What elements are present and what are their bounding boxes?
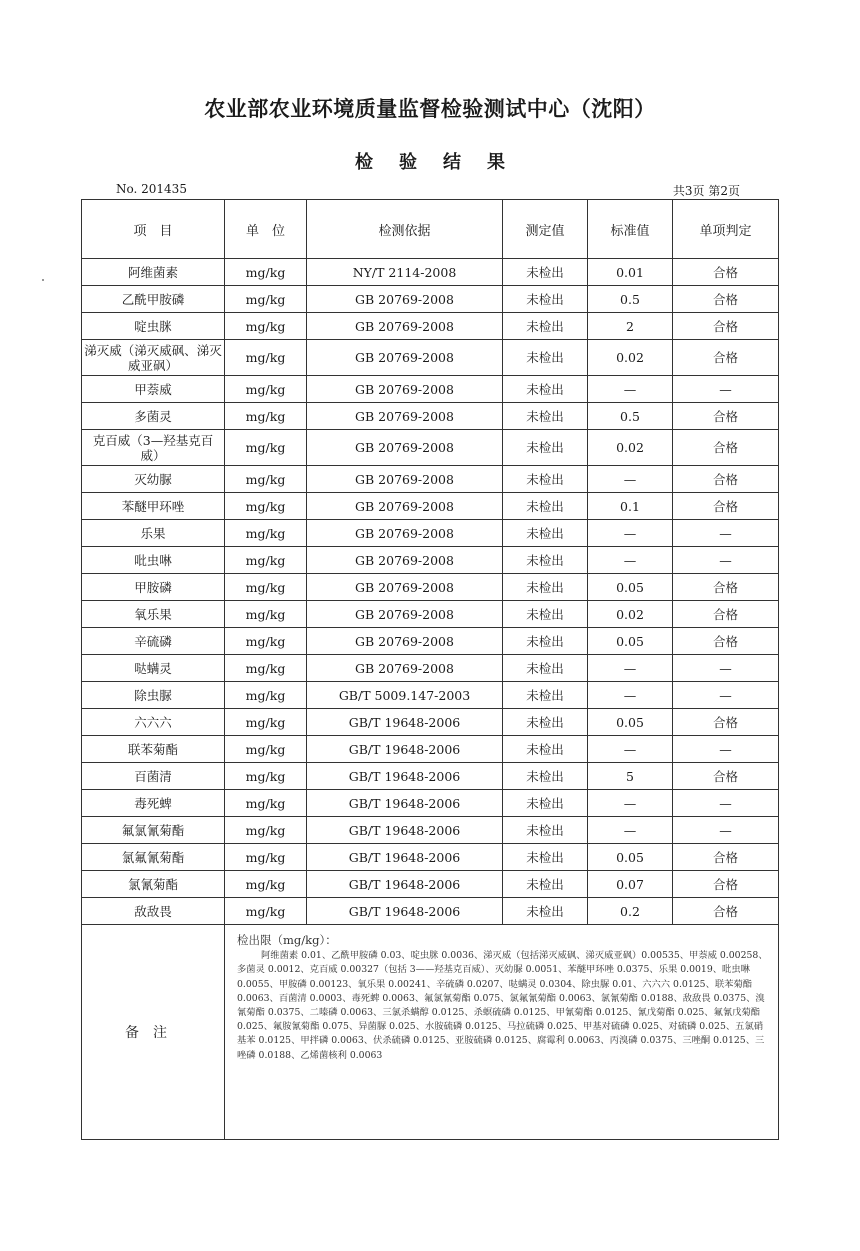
doc-number: No. 201435 [116,182,187,196]
table-row [82,817,779,844]
table-row [82,493,779,520]
item-name-cell: 克百威（3—羟基克百威） [82,430,225,466]
table-row [82,259,779,286]
test-method-cell: GB 20769-2008 [307,601,503,628]
item-name-cell: 百菌清 [82,763,225,790]
verdict-cell: 合格 [673,898,779,925]
results-table [81,199,779,1140]
test-method-cell: GB 20769-2008 [307,520,503,547]
standard-value-cell: 5 [588,763,673,790]
verdict-cell: — [673,655,779,682]
measured-value-cell: 未检出 [503,403,588,430]
measured-value-cell: 未检出 [503,466,588,493]
table-row [82,655,779,682]
unit-cell: mg/kg [225,520,307,547]
measured-value-cell: 未检出 [503,520,588,547]
standard-value-cell: — [588,655,673,682]
unit-cell: mg/kg [225,763,307,790]
standard-value-cell: 0.5 [588,286,673,313]
remarks-row [82,925,779,1140]
item-name-cell: 灭幼脲 [82,466,225,493]
standard-value-cell: — [588,376,673,403]
standard-value-cell: — [588,817,673,844]
item-name-cell: 六六六 [82,709,225,736]
item-name-cell: 啶虫脒 [82,313,225,340]
item-name-cell: 涕灭威（涕灭威砜、涕灭威亚砜） [82,340,225,376]
test-method-cell: GB/T 19648-2006 [307,898,503,925]
table-row [82,898,779,925]
standard-value-cell: 0.07 [588,871,673,898]
measured-value-cell: 未检出 [503,709,588,736]
item-name-cell: 吡虫啉 [82,547,225,574]
unit-cell: mg/kg [225,736,307,763]
standard-value-cell: 0.02 [588,601,673,628]
table-row [82,574,779,601]
verdict-cell: 合格 [673,574,779,601]
unit-cell: mg/kg [225,709,307,736]
standard-value-cell: 0.1 [588,493,673,520]
table-row [82,871,779,898]
table-row [82,466,779,493]
standard-value-cell: 2 [588,313,673,340]
test-method-cell: GB/T 5009.147-2003 [307,682,503,709]
unit-cell: mg/kg [225,403,307,430]
measured-value-cell: 未检出 [503,790,588,817]
table-row [82,340,779,376]
item-name-cell: 氯氰菊酯 [82,871,225,898]
measured-value-cell: 未检出 [503,628,588,655]
verdict-cell: 合格 [673,493,779,520]
unit-cell: mg/kg [225,655,307,682]
test-method-cell: GB 20769-2008 [307,313,503,340]
measured-value-cell: 未检出 [503,736,588,763]
item-name-cell: 多菌灵 [82,403,225,430]
unit-cell: mg/kg [225,682,307,709]
table-row [82,844,779,871]
verdict-cell: 合格 [673,628,779,655]
table-row [82,763,779,790]
table-row [82,736,779,763]
verdict-cell: — [673,547,779,574]
test-method-cell: GB 20769-2008 [307,376,503,403]
measured-value-cell: 未检出 [503,430,588,466]
item-name-cell: 哒螨灵 [82,655,225,682]
remarks-content [225,925,779,1140]
verdict-cell: 合格 [673,259,779,286]
table-body [82,259,779,925]
test-method-cell: GB/T 19648-2006 [307,871,503,898]
item-name-cell: 乙酰甲胺磷 [82,286,225,313]
remarks-heading: 检出限（mg/kg）： [237,933,337,947]
item-name-cell: 辛硫磷 [82,628,225,655]
col-header-standard: 标准值 [588,200,673,259]
table-row [82,628,779,655]
test-method-cell: GB 20769-2008 [307,430,503,466]
standard-value-cell: — [588,682,673,709]
table-row [82,313,779,340]
measured-value-cell: 未检出 [503,547,588,574]
org-title: 农业部农业环境质量监督检验测试中心（沈阳） [204,97,656,121]
scan-dot [42,279,44,281]
verdict-cell: 合格 [673,286,779,313]
test-method-cell: GB/T 19648-2006 [307,817,503,844]
item-name-cell: 苯醚甲环唑 [82,493,225,520]
remarks-label: 备注 [82,925,225,1140]
test-method-cell: GB/T 19648-2006 [307,790,503,817]
standard-value-cell: — [588,466,673,493]
unit-cell: mg/kg [225,817,307,844]
item-name-cell: 毒死蜱 [82,790,225,817]
verdict-cell: 合格 [673,403,779,430]
verdict-cell: 合格 [673,340,779,376]
test-method-cell: GB 20769-2008 [307,547,503,574]
col-header-unit: 单 位 [225,200,307,259]
unit-cell: mg/kg [225,259,307,286]
table-row [82,601,779,628]
unit-cell: mg/kg [225,898,307,925]
standard-value-cell: 0.5 [588,403,673,430]
test-method-cell: GB 20769-2008 [307,628,503,655]
table-row [82,286,779,313]
measured-value-cell: 未检出 [503,601,588,628]
table-row [82,790,779,817]
table-row [82,709,779,736]
standard-value-cell: — [588,790,673,817]
remarks-text: 阿维菌素 0.01、乙酰甲胺磷 0.03、啶虫脒 0.0036、涕灭威（包括涕灭威砜、涕灭威亚砜）0.00535、甲萘威 0.00258、多菌灵 0.0012、克百威 0.00327（包括 3——羟基克百威）、灭幼脲 0.0051、苯醚甲环唑 0.0375、乐果 0.0019、吡虫啉 0.0055、甲胺磷 0.00123、氧乐果 0.00241、辛硫磷 0.0207、哒螨灵 0.0304、除虫脲 0.01、六六六 0.0125、联苯菊酯 0.0063、百菌清 0.0003、毒死蜱 0.0063、氟氯氰菊酯 0.075、氯氟氰菊酯 0.0063、氯氰菊酯 0.0188、敌敌畏 0.0375、溴氰菊酯 0.0375、二嗪磷 0.0063、三氯杀螨醇 0.0125、杀螟硫磷 0.0125、甲氰菊酯 0.0125、氰戊菊酯 0.025、氟氰戊菊酯 0.025、氟胺氰菊酯 0.075、异菌脲 0.025、水胺硫磷 0.0125、马拉硫磷 0.025、甲基对硫磷 0.025、对硫磷 0.025、五氯硝基苯 0.0125、甲拌磷 0.0063、伏杀硫磷 0.0125、亚胺硫磷 0.0125、腐霉利 0.0063、丙溴磷 0.0375、三唑酮 0.0125、三唑磷 0.0188、乙烯菌核利 0.0063 [237,950,768,1061]
item-name-cell: 氟氯氰菊酯 [82,817,225,844]
test-method-cell: GB/T 19648-2006 [307,844,503,871]
test-method-cell: GB 20769-2008 [307,655,503,682]
item-name-cell: 甲萘威 [82,376,225,403]
unit-cell: mg/kg [225,493,307,520]
measured-value-cell: 未检出 [503,682,588,709]
verdict-cell: — [673,817,779,844]
table-row [82,520,779,547]
table-row [82,376,779,403]
unit-cell: mg/kg [225,844,307,871]
item-name-cell: 乐果 [82,520,225,547]
standard-value-cell: 0.05 [588,709,673,736]
unit-cell: mg/kg [225,376,307,403]
measured-value-cell: 未检出 [503,817,588,844]
unit-cell: mg/kg [225,547,307,574]
measured-value-cell: 未检出 [503,898,588,925]
standard-value-cell: 0.2 [588,898,673,925]
test-method-cell: GB/T 19648-2006 [307,763,503,790]
unit-cell: mg/kg [225,790,307,817]
verdict-cell: 合格 [673,709,779,736]
unit-cell: mg/kg [225,430,307,466]
col-header-verdict: 单项判定 [673,200,779,259]
verdict-cell: 合格 [673,430,779,466]
standard-value-cell: — [588,547,673,574]
doc-title: 检验结果 [355,152,531,173]
item-name-cell: 氯氟氰菊酯 [82,844,225,871]
unit-cell: mg/kg [225,574,307,601]
standard-value-cell: 0.01 [588,259,673,286]
verdict-cell: 合格 [673,871,779,898]
verdict-cell: 合格 [673,601,779,628]
test-method-cell: GB/T 19648-2006 [307,709,503,736]
test-method-cell: GB 20769-2008 [307,493,503,520]
test-method-cell: GB/T 19648-2006 [307,736,503,763]
verdict-cell: — [673,376,779,403]
verdict-cell: 合格 [673,844,779,871]
test-method-cell: GB 20769-2008 [307,574,503,601]
measured-value-cell: 未检出 [503,871,588,898]
test-method-cell: NY/T 2114-2008 [307,259,503,286]
test-method-cell: GB 20769-2008 [307,286,503,313]
verdict-cell: — [673,790,779,817]
measured-value-cell: 未检出 [503,286,588,313]
item-name-cell: 除虫脲 [82,682,225,709]
item-name-cell: 甲胺磷 [82,574,225,601]
measured-value-cell: 未检出 [503,493,588,520]
item-name-cell: 氧乐果 [82,601,225,628]
measured-value-cell: 未检出 [503,844,588,871]
verdict-cell: — [673,520,779,547]
unit-cell: mg/kg [225,340,307,376]
unit-cell: mg/kg [225,466,307,493]
measured-value-cell: 未检出 [503,574,588,601]
verdict-cell: 合格 [673,313,779,340]
standard-value-cell: 0.05 [588,844,673,871]
measured-value-cell: 未检出 [503,340,588,376]
test-method-cell: GB 20769-2008 [307,403,503,430]
measured-value-cell: 未检出 [503,376,588,403]
unit-cell: mg/kg [225,286,307,313]
table-row [82,430,779,466]
test-method-cell: GB 20769-2008 [307,466,503,493]
standard-value-cell: — [588,736,673,763]
measured-value-cell: 未检出 [503,763,588,790]
verdict-cell: — [673,736,779,763]
table-row [82,682,779,709]
standard-value-cell: — [588,520,673,547]
table-row [82,547,779,574]
item-name-cell: 阿维菌素 [82,259,225,286]
unit-cell: mg/kg [225,313,307,340]
verdict-cell: 合格 [673,466,779,493]
test-method-cell: GB 20769-2008 [307,340,503,376]
standard-value-cell: 0.05 [588,628,673,655]
page-info: 共3页 第2页 [672,184,740,198]
unit-cell: mg/kg [225,601,307,628]
measured-value-cell: 未检出 [503,259,588,286]
col-header-measured: 测定值 [503,200,588,259]
item-name-cell: 敌敌畏 [82,898,225,925]
table-header-row [82,200,779,259]
standard-value-cell: 0.02 [588,430,673,466]
measured-value-cell: 未检出 [503,313,588,340]
standard-value-cell: 0.02 [588,340,673,376]
col-header-method: 检测依据 [307,200,503,259]
measured-value-cell: 未检出 [503,655,588,682]
unit-cell: mg/kg [225,628,307,655]
unit-cell: mg/kg [225,871,307,898]
standard-value-cell: 0.05 [588,574,673,601]
item-name-cell: 联苯菊酯 [82,736,225,763]
verdict-cell: 合格 [673,763,779,790]
col-header-item: 项 目 [82,200,225,259]
table-row [82,403,779,430]
verdict-cell: — [673,682,779,709]
